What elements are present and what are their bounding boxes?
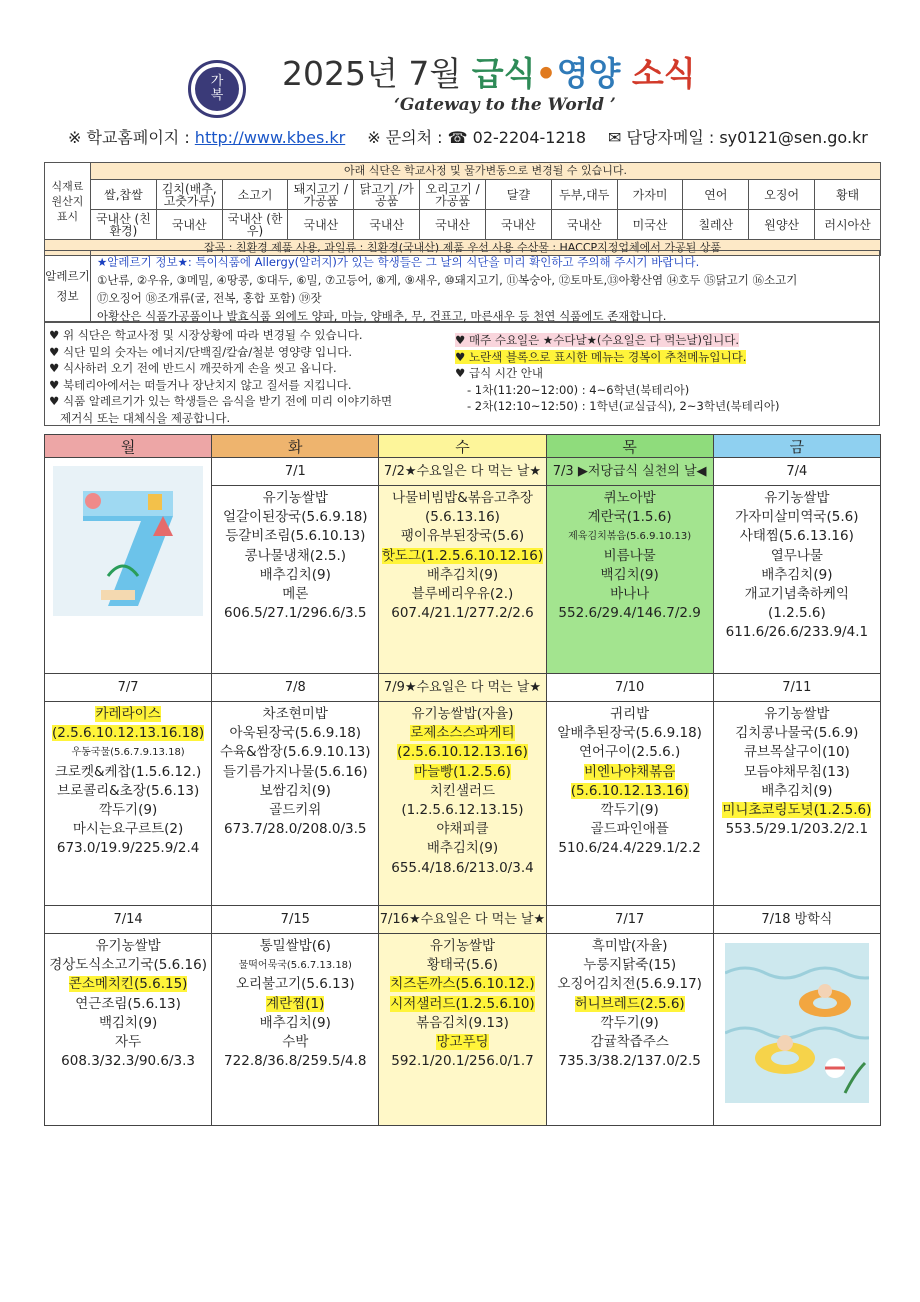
menu-date: 7/10	[546, 674, 713, 702]
menu-date: 7/11	[713, 674, 880, 702]
menu-item: 흑미밥(자율)	[591, 938, 668, 954]
menu-cell	[45, 934, 212, 1126]
menu-cell	[546, 702, 713, 906]
origin-item-name: 오리고기 /가공품	[420, 180, 486, 210]
menu-item: 배추김치(9)	[259, 566, 331, 583]
menu-item: 열무나물	[770, 547, 823, 564]
origin-item-name: 소고기	[222, 180, 288, 210]
origin-item-value: 원양산	[749, 210, 815, 240]
day-header-thu: 목	[546, 435, 713, 458]
menu-cell	[713, 934, 880, 1126]
origin-item-name: 닭고기 /가공품	[354, 180, 420, 210]
menu-item: 배추김치(9)	[761, 782, 833, 799]
menu-item: 계란국(1.5.6)	[587, 509, 672, 526]
menu-cell	[212, 934, 379, 1126]
nutrition-value: 611.6/26.6/233.9/4.1	[725, 624, 869, 641]
vacation-illustration	[725, 943, 869, 1103]
origin-item-name: 달걀	[485, 180, 551, 210]
origin-item-value: 미국산	[617, 210, 683, 240]
allergy-list-2: ⑰오징어 ⑱조개류(굴, 전복, 홍합 포함) ⑲잣	[97, 291, 322, 305]
menu-item: 배추김치(9)	[259, 1014, 331, 1031]
menu-item: 나물비빔밥&볶음고추장	[392, 490, 533, 506]
menu-date: 7/17	[546, 906, 713, 934]
menu-date: 7/16★수요일은 다 먹는 날★	[379, 906, 546, 934]
wednesday-note: ♥ 매주 수요일은 ★수다날★(수요일은 다 먹는날)입니다.	[455, 333, 740, 347]
meal-time-2: - 2차(12:10~12:50) : 1학년(교실급식), 2~3학년(북테리아)	[467, 399, 780, 413]
menu-item: 차조현미밥	[262, 706, 328, 722]
menu-illustration-cell	[45, 458, 212, 674]
menu-item: (5.6.13.16)	[424, 509, 500, 526]
menu-item: 로제소스스파게티	[410, 725, 515, 742]
origin-item-value: 국내산 (한우)	[222, 210, 288, 240]
nutrition-value: 735.3/38.2/137.0/2.5	[558, 1053, 701, 1070]
menu-item: 얼갈이된장국(5.6.9.18)	[222, 509, 368, 526]
day-header-mon: 월	[45, 435, 212, 458]
allergy-list: ①난류, ②우유, ③메밀, ④땅콩, ⑤대두, ⑥밀, ⑦고등어, ⑧게, ⑨새우, ⑩돼지고기, ⑪복숭아, ⑫토마토,⑬아황산염 ⑭호두 ⑮닭고기 ⑯소고기	[97, 273, 798, 287]
menu-item: 브로콜리&초장(5.6.13)	[56, 782, 200, 799]
menu-item: 허니브레드(2.5.6)	[574, 995, 685, 1012]
menu-item: 연근조림(5.6.13)	[75, 995, 181, 1012]
origin-item-name: 황태	[815, 180, 881, 210]
origin-notice: 아래 식단은 학교사정 및 물가변동으로 변경될 수 있습니다.	[91, 163, 881, 180]
menu-item: 핫도그(1.2.5.6.10.12.16)	[381, 547, 544, 564]
menu-item: 깍두기(9)	[98, 802, 158, 819]
menu-item: 바나나	[610, 586, 650, 603]
menu-item: 배추김치(9)	[426, 840, 499, 857]
menu-date: 7/8	[212, 674, 379, 702]
nutrition-value: 607.4/21.1/277.2/2.6	[391, 605, 534, 622]
menu-cell	[45, 702, 212, 906]
menu-item: 제육김치볶음(5.6.9.10.13)	[568, 531, 692, 543]
menu-item: 백김치(9)	[98, 1014, 158, 1031]
origin-item-name: 돼지고기 /가공품	[288, 180, 354, 210]
mail-info: ✉ 담당자메일 : sy0121@sen.go.kr	[608, 128, 868, 147]
origin-item-value: 러시아산	[815, 210, 881, 240]
menu-item: 배추김치(9)	[761, 566, 833, 583]
note-line: ♥ 식사하러 오기 전에 반드시 깨끗하게 손을 씻고 옵니다.	[49, 361, 337, 375]
menu-cell	[546, 934, 713, 1126]
nutrition-value: 510.6/24.4/229.1/2.2	[558, 840, 701, 857]
note-line: 제거식 또는 대체식을 제공합니다.	[49, 410, 231, 425]
menu-date: 7/9★수요일은 다 먹는 날★	[379, 674, 546, 702]
menu-item: 귀리밥	[610, 706, 650, 722]
day-header-wed: 수	[379, 435, 546, 458]
menu-cell	[212, 702, 379, 906]
page-subtitle: ‘Gateway to the World ’	[394, 95, 616, 115]
nutrition-value: 673.7/28.0/208.0/3.5	[224, 821, 367, 838]
origin-item-name: 연어	[683, 180, 749, 210]
origin-item-value: 국내산	[485, 210, 551, 240]
menu-date: 7/4	[713, 458, 880, 486]
menu-cell	[379, 486, 546, 674]
origin-item-value: 국내산	[420, 210, 486, 240]
menu-item: (2.5.6.10.12.13.16.18)	[51, 725, 205, 742]
nutrition-value: 606.5/27.1/296.6/3.5	[224, 605, 367, 622]
note-line: ♥ 북테리아에서는 떠들거나 장난치지 않고 질서를 지킵니다.	[49, 377, 352, 392]
day-header-tue: 화	[212, 435, 379, 458]
menu-item: 감귤착즙주스	[590, 1034, 669, 1051]
menu-item: (5.6.10.12.13.16)	[570, 782, 689, 799]
menu-item: 비름나물	[603, 547, 656, 564]
page-title: 2025년 7월 급식•영양 소식	[282, 54, 696, 93]
menu-cell	[713, 702, 880, 906]
menu-item: 콘소메치킨(5.6.15)	[68, 976, 188, 993]
school-logo: 가 복	[188, 60, 246, 118]
allergy-warning: ★알레르기 정보★: 특이식품에 Allergy(알러지)가 있는 학생들은 그 날의 식단을 미리 확인하고 주의해 주시기 바랍니다.	[97, 255, 700, 269]
menu-item: 계란찜(1)	[266, 995, 325, 1012]
menu-item: (1.2.5.6.12.13.15)	[401, 802, 524, 819]
phone-info: ※ 문의처 : ☎ 02-2204-1218	[367, 128, 587, 147]
menu-cell	[379, 934, 546, 1126]
menu-item: 퀴노아밥	[603, 490, 656, 506]
menu-item: 유기농쌀밥(자율)	[411, 706, 514, 722]
menu-item: 블루베리우유(2.)	[411, 586, 514, 603]
note-line: ♥ 위 식단은 학교사정 및 시장상황에 따라 변경될 수 있습니다.	[49, 328, 363, 342]
origin-item-value: 국내산 (친환경)	[91, 210, 157, 240]
note-line: ♥ 식품 알레르기가 있는 학생들은 음식을 받기 전에 미리 이야기하면	[49, 394, 393, 408]
menu-item: 비엔나야채볶음	[584, 763, 676, 780]
menu-item: 수육&쌈장(5.6.9.10.13)	[220, 744, 371, 761]
menu-item: 수박	[282, 1034, 309, 1051]
note-line: ♥ 식단 밑의 숫자는 에너지/단백질/칼슘/철분 영양량 입니다.	[49, 344, 353, 359]
menu-item: 황태국(5.6)	[426, 957, 499, 974]
menu-item: 물떡어묵국(5.6.7.13.18)	[238, 960, 352, 972]
menu-date: 7/14	[45, 906, 212, 934]
notes-box	[44, 322, 880, 426]
menu-item: 개교기념축하케익	[744, 586, 849, 603]
menu-date: 7/2★수요일은 다 먹는 날★	[379, 458, 546, 486]
menu-item: 오리불고기(5.6.13)	[235, 976, 355, 993]
menu-item: 보쌈김치(9)	[259, 782, 331, 799]
summer-illustration	[53, 466, 203, 616]
allergy-box	[44, 250, 880, 322]
origin-item-name: 두부,대두	[551, 180, 617, 210]
menu-item: 마시는요구르트(2)	[72, 821, 184, 838]
homepage-link[interactable]: http://www.kbes.kr	[194, 128, 346, 147]
menu-item: 크로켓&케찹(1.5.6.12.)	[54, 763, 202, 780]
menu-item: 오징어김치전(5.6.9.17)	[557, 976, 702, 993]
menu-item: 팽이유부된장국(5.6)	[400, 528, 525, 545]
allergy-sulfite-note: 아황산은 식품가공품이나 발효식품 외에도 양파, 마늘, 양배추, 무, 건표고, 마른새우 등 천연 식품에도 존재합니다.	[97, 309, 667, 323]
menu-item: 등갈비조림(5.6.10.13)	[225, 528, 366, 545]
menu-item: 시저샐러드(1.2.5.6.10)	[390, 995, 535, 1012]
allergy-label: 알레르기 정보	[45, 251, 91, 321]
origin-item-value: 국내산	[354, 210, 420, 240]
origin-table	[44, 162, 881, 256]
menu-item: 골드키위	[269, 802, 322, 819]
recommend-note: ♥ 노란색 블록으로 표시한 메뉴는 경복이 추천메뉴입니다.	[455, 349, 747, 364]
menu-date: 7/3 ▶저당급식 실천의 날◀	[546, 458, 713, 486]
contact-line: ※ 학교홈페이지 : http://www.kbes.kr ※ 문의처 : ☎ 02-2204-1218 ✉ 담당자메일 : sy0121@sen.go.kr	[68, 128, 868, 147]
menu-item: 볶음김치(9.13)	[416, 1014, 509, 1031]
menu-date: 7/15	[212, 906, 379, 934]
menu-cell	[212, 486, 379, 674]
menu-item: 카레라이스	[95, 706, 161, 722]
nutrition-value: 673.0/19.9/225.9/2.4	[56, 840, 200, 857]
origin-item-name: 오징어	[749, 180, 815, 210]
menu-item: 유기농쌀밥	[262, 490, 328, 506]
menu-item: 치즈돈까스(5.6.10.12.)	[390, 976, 535, 993]
menu-item: 골드파인애플	[590, 821, 669, 838]
menu-item: 야채피클	[436, 821, 489, 838]
menu-item: 깍두기(9)	[600, 1014, 659, 1031]
menu-cell	[713, 486, 880, 674]
menu-item: 연어구이(2.5.6.)	[578, 744, 681, 761]
menu-item: 사태찜(5.6.13.16)	[739, 528, 854, 545]
nutrition-value: 552.6/29.4/146.7/2.9	[558, 605, 701, 622]
origin-item-value: 국내산	[288, 210, 354, 240]
menu-item: (2.5.6.10.12.13.16)	[397, 744, 528, 761]
meal-time-title: ♥ 급식 시간 안내	[455, 366, 543, 380]
nutrition-value: 553.5/29.1/203.2/2.1	[725, 821, 869, 838]
origin-item-name: 김치(배추, 고춧가루)	[156, 180, 222, 210]
header	[0, 0, 920, 160]
menu-cell	[546, 486, 713, 674]
menu-date: 7/7	[45, 674, 212, 702]
nutrition-value: 722.8/36.8/259.5/4.8	[224, 1053, 367, 1070]
menu-item: 들기름가지나물(5.6.16)	[222, 763, 368, 780]
menu-item: 김치콩나물국(5.6.9)	[735, 725, 859, 742]
grain-note: 잡곡 : 친환경 제품 사용, 과일류 : 친환경(국내산) 제품 우선 사용 수산물 : HACCP지정업체에서 가공된 상품	[45, 240, 881, 256]
nutrition-value: 592.1/20.1/256.0/1.7	[391, 1053, 534, 1070]
menu-item: 자두	[115, 1034, 142, 1051]
menu-item: 유기농쌀밥	[429, 938, 496, 954]
menu-item: 배추김치(9)	[426, 566, 499, 583]
menu-item: 깍두기(9)	[600, 802, 659, 819]
menu-table	[44, 434, 881, 1126]
menu-item: 통밀쌀밥(6)	[259, 938, 331, 954]
menu-item: 치킨샐러드	[429, 782, 496, 799]
origin-item-name: 쌀,찹쌀	[91, 180, 157, 210]
origin-item-value: 칠레산	[683, 210, 749, 240]
menu-item: 백김치(9)	[600, 566, 659, 583]
menu-item: 아욱된장국(5.6.9.18)	[229, 725, 362, 742]
origin-item-value: 국내산	[156, 210, 222, 240]
origin-item-value: 국내산	[551, 210, 617, 240]
nutrition-value: 608.3/32.3/90.6/3.3	[61, 1053, 196, 1070]
origin-side-label: 식재료 원산지 표시	[45, 163, 91, 240]
menu-date: 7/1	[212, 458, 379, 486]
menu-item: 유기농쌀밥	[764, 706, 830, 722]
menu-date: 7/18 방학식	[713, 906, 880, 934]
menu-item: 알배추된장국(5.6.9.18)	[557, 725, 702, 742]
menu-item: (1.2.5.6)	[767, 605, 826, 622]
menu-item: 경상도식소고기국(5.6.16)	[49, 957, 207, 974]
menu-item: 누룽지닭죽(15)	[583, 957, 677, 974]
menu-cell	[379, 702, 546, 906]
menu-item: 미니초코링도넛(1.2.5.6)	[722, 802, 872, 819]
menu-item: 우동국물(5.6.7.9.13.18)	[71, 747, 185, 759]
day-header-fri: 금	[713, 435, 880, 458]
menu-item: 가자미살미역국(5.6)	[735, 509, 859, 526]
menu-item: 콩나물냉채(2.5.)	[244, 547, 347, 564]
menu-item: 마늘빵(1.2.5.6)	[414, 763, 511, 780]
menu-item: 큐브목살구이(10)	[743, 744, 850, 761]
meal-time-1: - 1차(11:20~12:00) : 4~6학년(북테리아)	[467, 382, 690, 397]
nutrition-value: 655.4/18.6/213.0/3.4	[391, 859, 534, 876]
menu-item: 모듬야채무침(13)	[743, 763, 850, 780]
menu-item: 메론	[282, 586, 309, 603]
menu-item: 유기농쌀밥	[764, 490, 830, 506]
menu-item: 망고푸딩	[436, 1034, 489, 1051]
menu-item: 유기농쌀밥	[95, 938, 161, 954]
origin-item-name: 가자미	[617, 180, 683, 210]
